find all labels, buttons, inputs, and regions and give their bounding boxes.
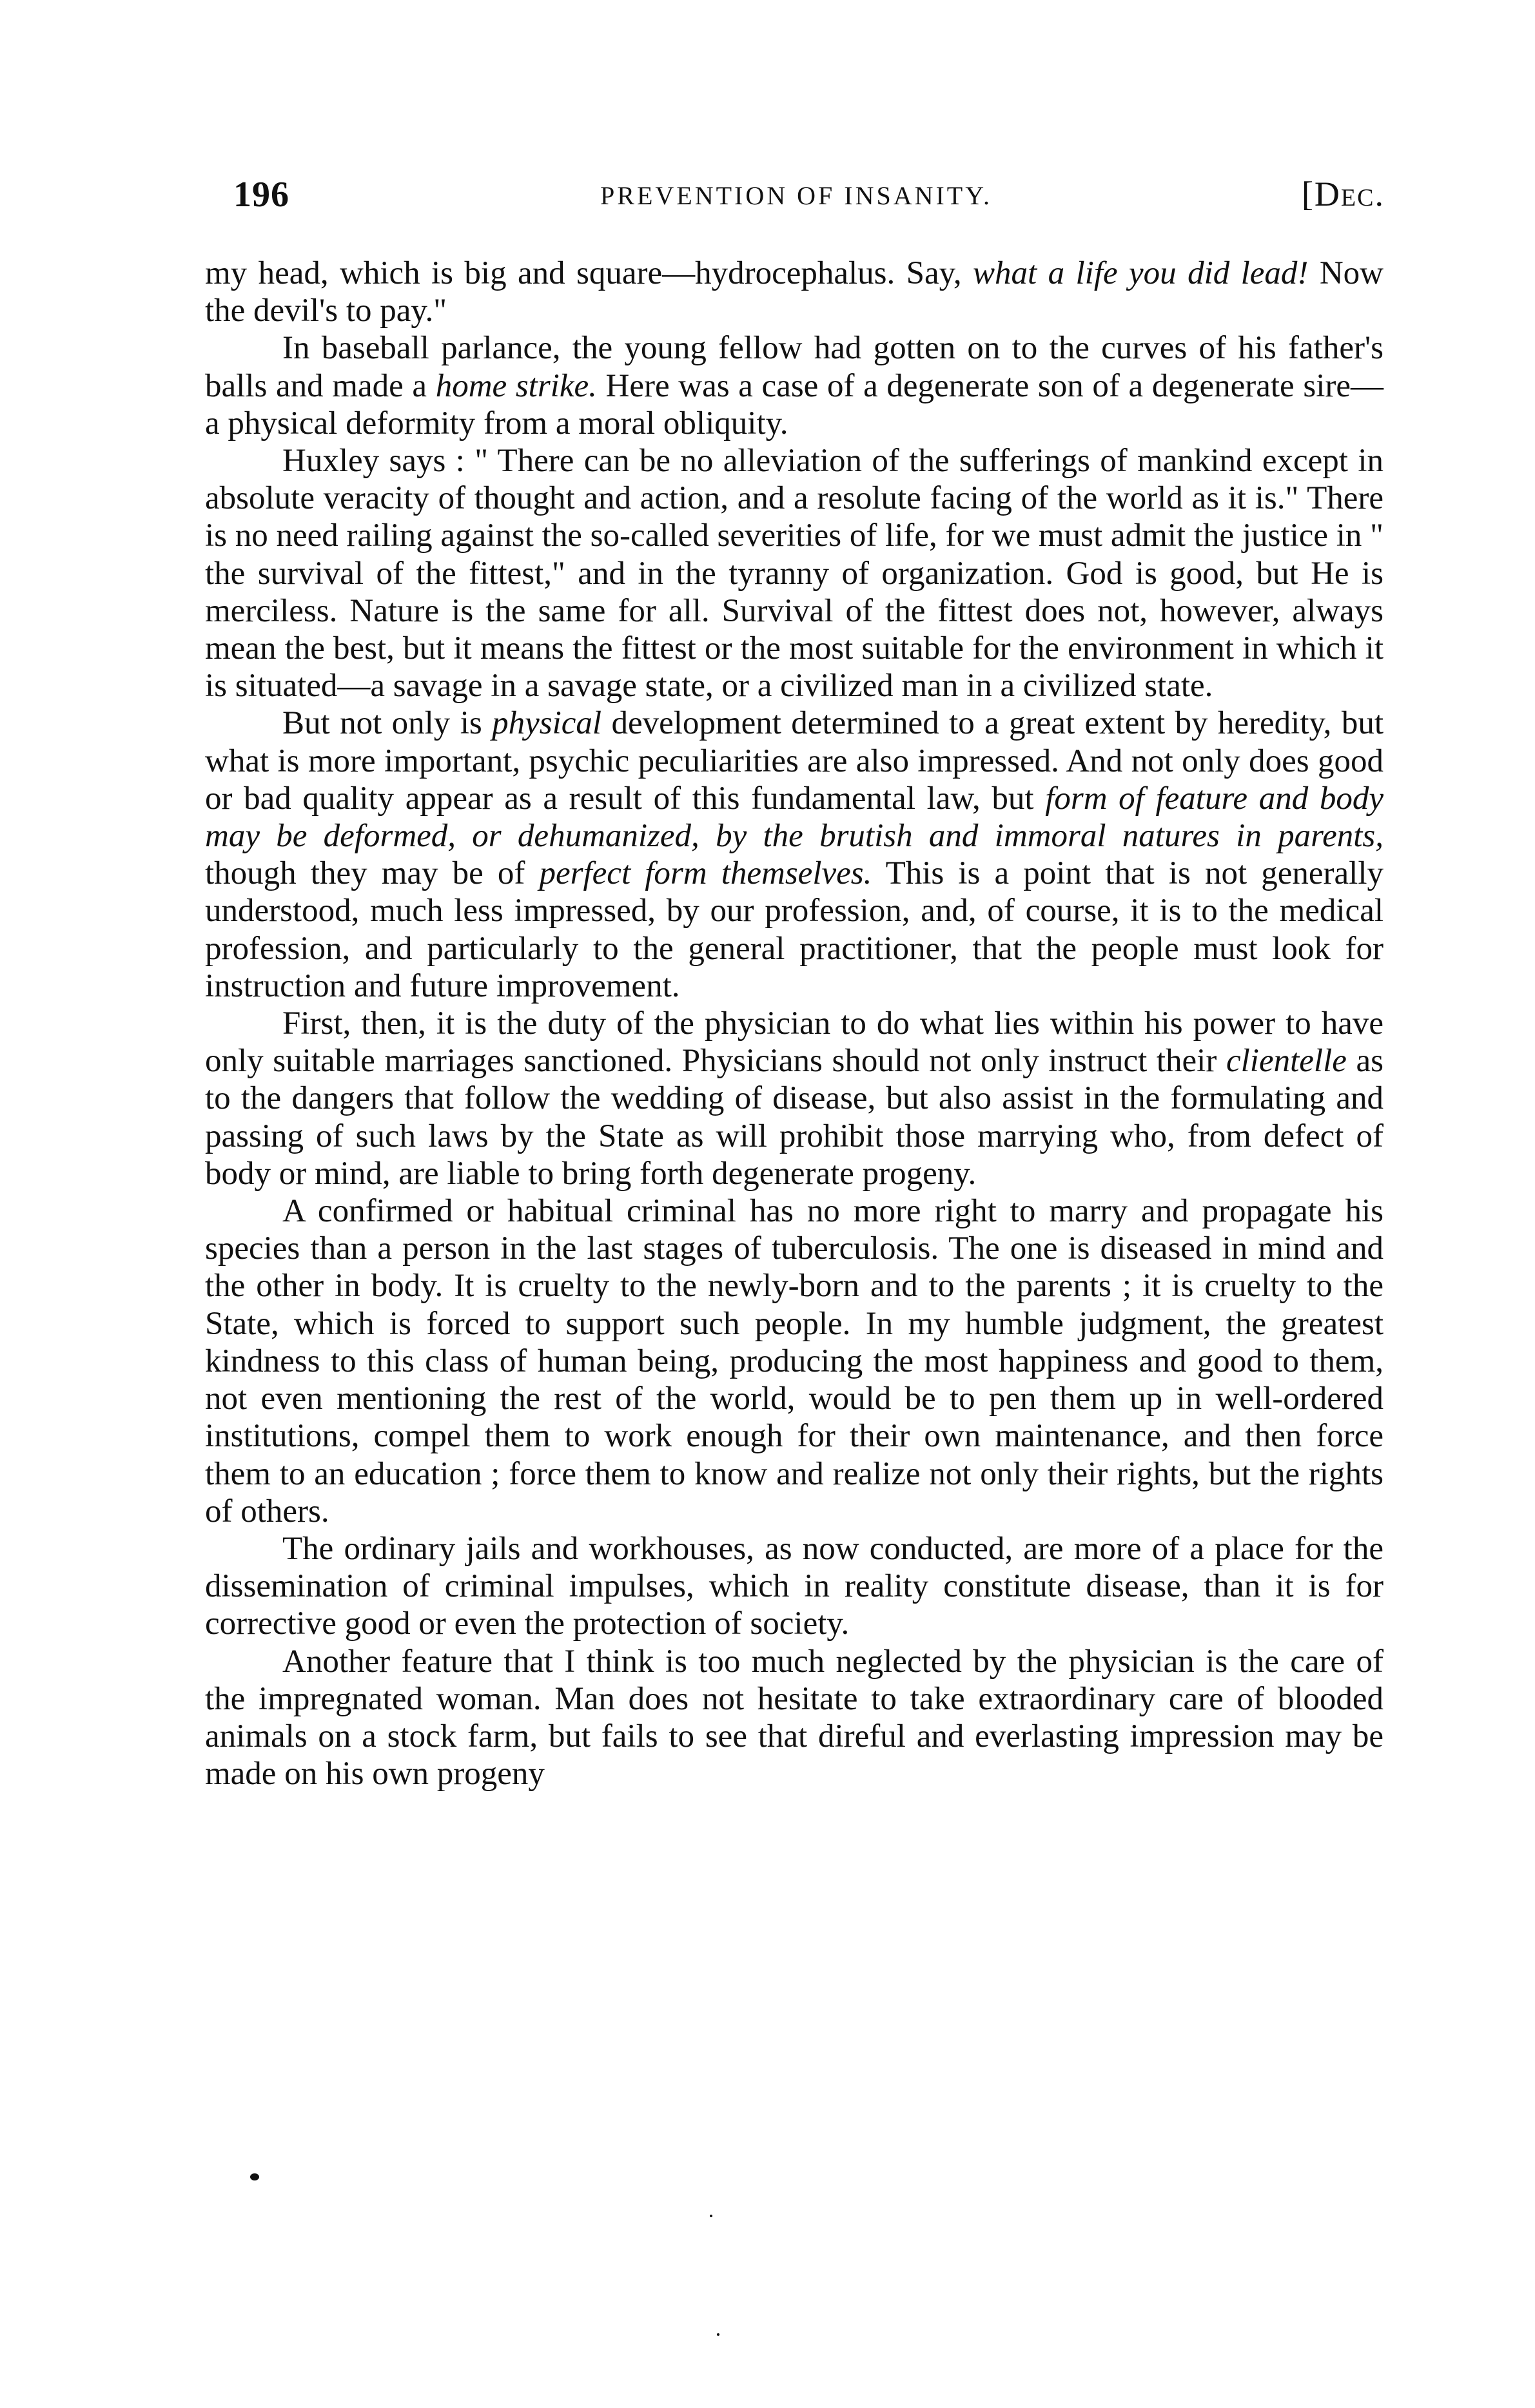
text-run: A confirmed or habitual criminal has no more right to marry and propagate his species than a person in the last stages of tuberculosis. The one is diseased in mind and the other in body. It is cruelty to the newly-born and to the parents ; it is cruelty to the State, which is forced to support such people. In my humble judgment, the greatest kindness to this class of human being, producing the most happiness and good to them, not even mentioning the rest of the world, would be to pen them up in well-ordered institutions, compel them to work enough for their own maintenance, and then force them to an education ; force them to know and realize not only their rights, but the rights of others. xyxy=(205,1193,1383,1529)
paragraph xyxy=(205,1530,1383,1643)
text-run: development determined to a great extent by heredity, but what is more important, psychic peculiarities are also impressed. And not only does good or bad quality appear as a result of this fundamental law, but xyxy=(205,705,1383,817)
text-run: In baseball parlance, the young fellow had gotten on to the curves of his father's balls and made a xyxy=(205,330,1383,404)
paragraph xyxy=(205,704,1383,1005)
text-run: my head, which is big and square—hydrocephalus. Say, xyxy=(205,255,973,291)
text-run: Another feature that I think is too much neglected by the physician is the care of the impregnated woman. Man does not hesitate to take extraordinary care of blooded animals on a stock farm, but fails to see that direful and everlasting impression may be made on his own progeny xyxy=(205,1643,1383,1792)
running-title: PREVENTION OF INSANITY. xyxy=(600,181,992,210)
ink-speck xyxy=(710,2215,712,2217)
text-run: The ordinary jails and workhouses, as now conducted, are more of a place for the dissemination of criminal impulses, which in reality constitute disease, than it is for corrective good or even the protection of society. xyxy=(205,1530,1383,1642)
body-text xyxy=(205,255,1383,1792)
italic-text: form of feature and body may be deformed, or dehumanized, by the brutish and immoral natures in parents, xyxy=(205,780,1383,855)
text-run: This is a point that is not generally understood, much less impressed, by our profession, and, of course, it is to the medical profession, and particularly to the general practitioner, that the people must look for instruction and future improvement. xyxy=(205,855,1383,1004)
paragraph xyxy=(205,442,1383,704)
page-number: 196 xyxy=(233,175,289,215)
italic-text: clientelle xyxy=(1226,1043,1347,1080)
paragraph xyxy=(205,1192,1383,1530)
text-run: But not only is xyxy=(282,705,493,742)
text-run: Here was a case of a degenerate son of a degenerate sire—a physical deformity from a moral obliquity. xyxy=(205,367,1383,442)
paragraph xyxy=(205,1643,1383,1793)
italic-text: physical xyxy=(492,705,602,742)
text-run: Huxley says : " There can be no alleviation of the sufferings of mankind except in absolute veracity of thought and action, and a resolute facing of the world as it is." There is no need railing against the so-called severities of life, for we must admit the justice in " the survival of the fittest," and in the tyranny of organization. God is good, but He is merciless. Nature is the same for all. Survival of the fittest does not, however, always mean the best, but it means the fittest or the most suitable for the environment in which it is situated—a savage in a savage state, or a civilized man in a civilized state. xyxy=(205,443,1383,704)
text-run: as to the dangers that follow the wedding of disease, but also assist in the formulating and passing of such laws by the State as will prohibit those marrying who, from defect of body or mind, are liable to bring forth degenerate progeny. xyxy=(205,1043,1384,1192)
paragraph xyxy=(205,329,1383,442)
italic-text: what a life you did lead! xyxy=(973,255,1309,291)
running-date: [Dec. xyxy=(1301,175,1385,213)
ink-speck xyxy=(717,2333,719,2336)
running-head xyxy=(208,174,1385,226)
text-run: though they may be of xyxy=(205,855,540,892)
paragraph xyxy=(205,1005,1383,1192)
text-run: Now the devil's to pay." xyxy=(205,255,1383,329)
italic-text: perfect form themselves. xyxy=(539,855,872,892)
italic-text: home strike. xyxy=(435,367,597,404)
ink-speck xyxy=(250,2173,259,2180)
paragraph xyxy=(205,255,1383,329)
text-run: First, then, it is the duty of the physician to do what lies within his power to have only suitable marriages sanctioned. Physicians should not only instruct their xyxy=(205,1005,1383,1080)
